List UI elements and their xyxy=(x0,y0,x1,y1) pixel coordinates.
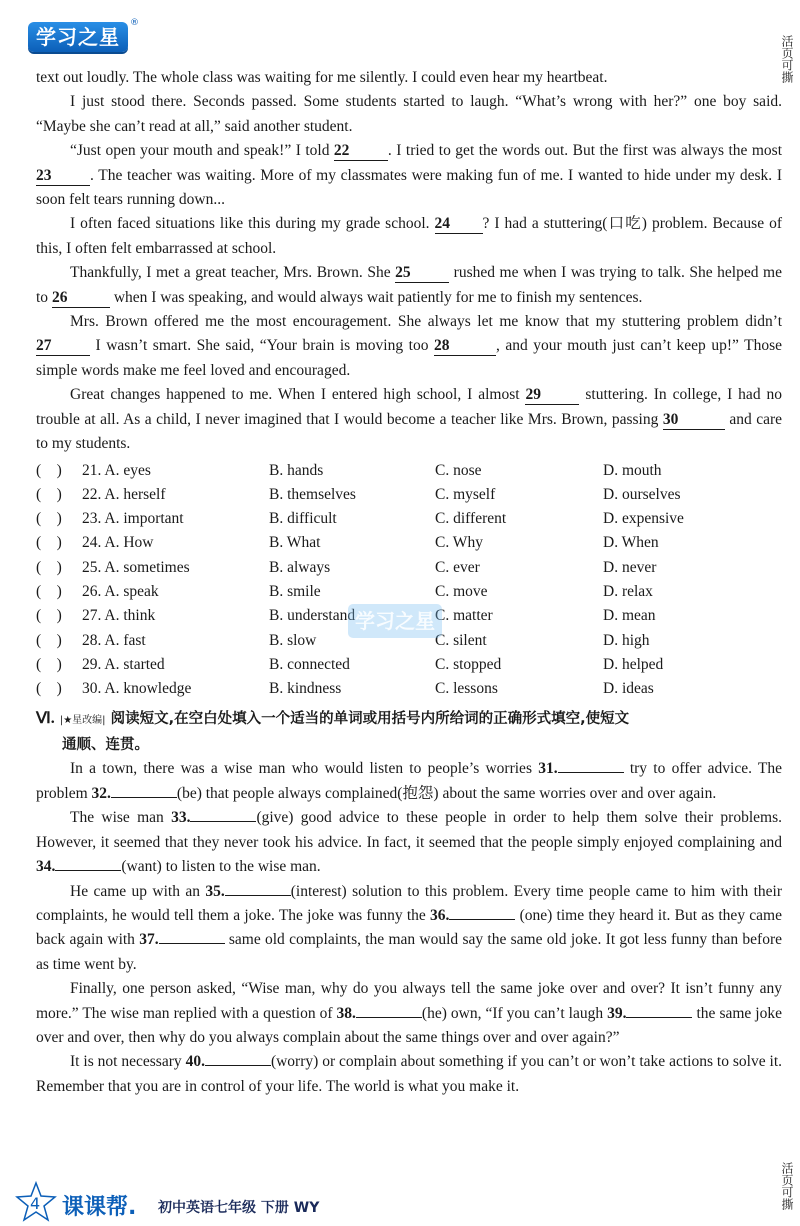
option-c: C. different xyxy=(435,510,507,528)
cloze-passage xyxy=(36,66,782,457)
question-number-label: 37. xyxy=(139,931,159,949)
passage-text: Great changes happened to me. When I entered high school, I almost xyxy=(70,386,526,404)
passage-text: (he) own, “If you can’t laugh xyxy=(421,1004,608,1022)
registered-mark: ® xyxy=(130,18,139,28)
passage-text: and care to my students. xyxy=(36,410,782,453)
option-c: C. silent xyxy=(435,631,487,649)
option-a: A. started xyxy=(104,655,165,673)
answer-blank: 30 xyxy=(663,411,725,430)
answer-blank[interactable] xyxy=(449,904,515,920)
passage-paragraph xyxy=(36,310,782,383)
question-number xyxy=(36,507,269,531)
question-number-label: 39. xyxy=(607,1004,627,1022)
question-row xyxy=(36,459,782,483)
question-row xyxy=(36,531,782,555)
passage-text: , and your mouth just can’t keep up!” Those simple words make me feel loved and encouraged. xyxy=(36,337,782,379)
option-d: D. mean xyxy=(603,607,656,625)
question-number-label: 36. xyxy=(430,906,450,924)
option-c: C. lessons xyxy=(435,680,498,698)
passage-text: “Just open your mouth and speak!” I told xyxy=(70,142,334,160)
brand-name: 课课帮. xyxy=(62,1195,137,1220)
option-d: D. helped xyxy=(603,655,664,673)
passage-text: (want) to listen to the wise man. xyxy=(121,858,321,876)
option-d: D. never xyxy=(603,558,657,576)
logo: 学习之星 xyxy=(28,22,128,52)
answer-blank[interactable] xyxy=(356,1002,422,1018)
answer-blank[interactable] xyxy=(190,806,256,822)
option-b: B. always xyxy=(269,558,331,576)
answer-blank: 24 xyxy=(435,215,483,234)
passage-text: (be) that people always complained(抱怨) about the same worries over and over again. xyxy=(176,784,717,802)
answer-paren: ( ) xyxy=(36,655,62,673)
answer-blank[interactable] xyxy=(626,1002,692,1018)
answer-blank[interactable] xyxy=(225,880,291,896)
passage-paragraph xyxy=(36,261,782,310)
option-b: B. What xyxy=(269,534,321,552)
question-row xyxy=(36,556,782,580)
question-num: 22. xyxy=(82,485,102,503)
option-c: C. nose xyxy=(435,461,482,479)
passage-text: Thankfully, I met a great teacher, Mrs. Brown. She xyxy=(70,264,396,282)
passage-text: (give) good advice to these people in order to help them solve their problems. However, it seemed that they never took his advice. In fact, it seemed that the people simply enjoyed complaining and xyxy=(36,809,782,851)
option-c: C. matter xyxy=(435,607,493,625)
fill-in-passage xyxy=(36,757,782,1099)
option-b: B. kindness xyxy=(269,680,342,698)
footer xyxy=(0,1188,800,1224)
answer-paren: ( ) xyxy=(36,461,62,479)
passage-text: I often faced situations like this during my grade school. xyxy=(70,215,435,233)
question-num: 26. xyxy=(82,582,102,600)
section-tag: |★星改编| xyxy=(59,715,106,727)
question-number xyxy=(36,580,269,604)
answer-paren: ( ) xyxy=(36,607,62,625)
answer-blank: 27 xyxy=(36,337,90,356)
option-a: A. fast xyxy=(104,631,146,649)
question-number xyxy=(36,459,269,483)
passage-text: I wasn’t smart. She said, “Your brain is moving too xyxy=(90,337,434,355)
question-num: 21. xyxy=(82,461,102,479)
question-number-label: 33. xyxy=(171,809,191,827)
answer-blank: 26 xyxy=(52,289,110,308)
option-a: A. knowledge xyxy=(104,680,192,698)
passage-text: The wise man xyxy=(70,809,172,827)
option-a: A. eyes xyxy=(104,461,151,479)
option-c: C. ever xyxy=(435,558,480,576)
option-b: B. understand xyxy=(269,607,356,625)
option-d: D. high xyxy=(603,631,650,649)
option-a: A. herself xyxy=(104,485,166,503)
option-d: D. relax xyxy=(603,582,653,600)
passage-paragraph xyxy=(36,806,782,879)
passage-text: the same joke over and over, then why do you always complain about the same things over and over again?” xyxy=(36,1004,782,1046)
section-instruction-1: 阅读短文,在空白处填入一个适当的单词或用括号内所给词的正确形式填空,使短文 xyxy=(110,711,630,728)
question-number-label: 34. xyxy=(36,858,56,876)
answer-blank: 28 xyxy=(434,337,496,356)
question-number-label: 32. xyxy=(91,784,111,802)
option-c: C. stopped xyxy=(435,655,502,673)
option-a: A. important xyxy=(104,510,184,528)
passage-paragraph xyxy=(36,977,782,1050)
passage-text: (one) time they heard it. But as they came back again with xyxy=(36,906,782,949)
answer-paren: ( ) xyxy=(36,558,62,576)
passage-text: He came up with an xyxy=(70,882,206,900)
question-number xyxy=(36,677,269,701)
question-num: 25. xyxy=(82,558,102,576)
passage-text: same old complaints, the man would say the same old joke. It got less funny than before as time went by. xyxy=(36,931,782,973)
answer-paren: ( ) xyxy=(36,485,62,503)
answer-blank[interactable] xyxy=(159,928,225,944)
option-b: B. difficult xyxy=(269,510,337,528)
answer-blank[interactable] xyxy=(111,782,177,798)
question-num: 28. xyxy=(82,631,102,649)
option-a: A. speak xyxy=(104,582,159,600)
answer-paren: ( ) xyxy=(36,631,62,649)
question-number xyxy=(36,556,269,580)
question-number-label: 40. xyxy=(185,1053,205,1071)
answer-paren: ( ) xyxy=(36,582,62,600)
option-a: A. think xyxy=(104,607,156,625)
passage-paragraph xyxy=(36,1050,782,1099)
passage-text: stuttering. In college, I had no trouble at all. As a child, I never imagined that I would become a teacher like Mrs. Brown, passing xyxy=(36,386,782,428)
question-row xyxy=(36,677,782,701)
question-number-label: 35. xyxy=(205,882,225,900)
answer-blank: 29 xyxy=(525,386,579,405)
option-b: B. hands xyxy=(269,461,324,479)
question-num: 24. xyxy=(82,534,102,552)
question-row xyxy=(36,580,782,604)
passage-paragraph xyxy=(36,139,782,212)
side-tab-bottom: 活页可撕 xyxy=(780,1162,794,1210)
answer-blank: 23 xyxy=(36,167,90,186)
option-a: A. sometimes xyxy=(104,558,190,576)
question-num: 30. xyxy=(82,680,102,698)
page-number: 4 xyxy=(30,1194,41,1213)
question-number-label: 38. xyxy=(336,1004,356,1022)
option-b: B. slow xyxy=(269,631,317,649)
passage-paragraph xyxy=(36,212,782,261)
passage-paragraph xyxy=(36,880,782,978)
passage-text: Finally, one person asked, “Wise man, why do you always tell the same joke over and over? It isn’t funny any more.” The wise man replied with a question of xyxy=(36,980,782,1022)
passage-text: . I tried to get the words out. But the first was always the most xyxy=(387,142,782,160)
answer-paren: ( ) xyxy=(36,680,62,698)
passage-paragraph xyxy=(36,66,782,90)
section-instruction-2: 通顺、连贯。 xyxy=(62,737,149,754)
section-6-heading xyxy=(36,707,782,757)
answer-blank: 25 xyxy=(395,264,449,283)
passage-text: In a town, there was a wise man who would listen to people’s worries xyxy=(70,760,539,778)
passage-text: rushed me when I was trying to talk. She helped me to xyxy=(36,264,782,306)
option-a: A. How xyxy=(104,534,154,552)
option-d: D. When xyxy=(603,534,659,552)
answer-paren: ( ) xyxy=(36,534,62,552)
option-c: C. move xyxy=(435,582,488,600)
cloze-options xyxy=(36,459,782,702)
answer-blank: 22 xyxy=(334,142,388,161)
option-b: B. themselves xyxy=(269,485,356,503)
passage-paragraph xyxy=(36,90,782,139)
option-c: C. Why xyxy=(435,534,483,552)
option-d: D. ourselves xyxy=(603,485,681,503)
option-c: C. myself xyxy=(435,485,496,503)
passage-text: try to offer advice. The problem xyxy=(36,760,783,802)
question-number xyxy=(36,531,269,555)
option-b: B. connected xyxy=(269,655,350,673)
option-d: D. mouth xyxy=(603,461,662,479)
answer-paren: ( ) xyxy=(36,510,62,528)
question-row xyxy=(36,507,782,531)
question-num: 23. xyxy=(82,510,102,528)
option-b: B. smile xyxy=(269,582,321,600)
passage-text: text out loudly. The whole class was waiting for me silently. I could even hear my heartbeat. xyxy=(36,69,608,86)
passage-text: It is not necessary xyxy=(70,1053,186,1071)
option-d: D. expensive xyxy=(603,510,684,528)
question-number xyxy=(36,483,269,507)
side-tab-top: 活页可撕 xyxy=(780,35,794,83)
page-content xyxy=(36,66,782,1099)
question-number xyxy=(36,653,269,677)
question-number-label: 31. xyxy=(538,760,558,778)
watermark: 学习之星 xyxy=(348,604,442,638)
answer-blank[interactable] xyxy=(55,855,121,871)
book-title: 初中英语七年级 下册 WY xyxy=(158,1200,320,1216)
answer-blank[interactable] xyxy=(558,757,624,773)
passage-text: (worry) or complain about something if you can’t or won’t take actions to solve it. Remember that you are in control of your life. The world is what you make it. xyxy=(36,1053,783,1095)
section-number: Ⅵ. xyxy=(36,710,55,728)
question-row xyxy=(36,653,782,677)
passage-text: I just stood there. Seconds passed. Some students started to laugh. “What’s wrong with her?” one boy said. “Maybe she can’t read at all,” said another student. xyxy=(36,93,782,135)
answer-blank[interactable] xyxy=(205,1050,271,1066)
passage-text: (interest) solution to this problem. Every time people came to him with their complaints, he would tell them a joke. The joke was funny the xyxy=(36,882,782,924)
passage-text: when I was speaking, and would always wait patiently for me to finish my sentences. xyxy=(109,288,643,306)
question-number xyxy=(36,604,269,628)
passage-paragraph xyxy=(36,757,782,806)
passage-text: Mrs. Brown offered me the most encouragement. She always let me know that my stuttering problem didn’t xyxy=(70,313,782,331)
passage-paragraph xyxy=(36,383,782,456)
question-row xyxy=(36,483,782,507)
passage-text: ? I had a stuttering(口吃) problem. Because of this, I often felt embarrassed at school. xyxy=(36,215,782,257)
passage-text: . The teacher was waiting. More of my classmates were making fun of me. I wanted to hide under my desk. I soon felt tears running down... xyxy=(36,166,782,209)
question-num: 29. xyxy=(82,655,102,673)
question-num: 27. xyxy=(82,607,102,625)
option-d: D. ideas xyxy=(603,680,654,698)
question-number xyxy=(36,629,269,653)
